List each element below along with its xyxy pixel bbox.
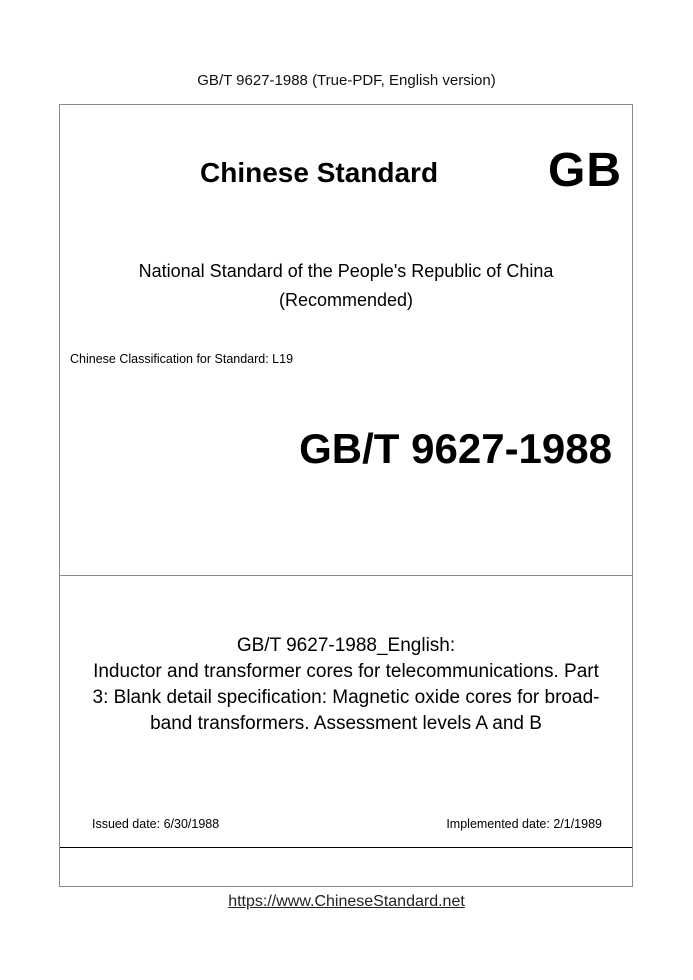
page-header-title: GB/T 9627-1988 (True-PDF, English version) bbox=[197, 72, 496, 89]
website-link[interactable]: https://www.ChineseStandard.net bbox=[228, 893, 465, 910]
gb-mark: GB bbox=[548, 144, 622, 197]
classification-text: Chinese Classification for Standard: L19 bbox=[70, 352, 294, 366]
implemented-date: Implemented date: 2/1/1989 bbox=[446, 817, 602, 831]
chinese-standard-heading: Chinese Standard bbox=[200, 157, 439, 188]
national-line-1: National Standard of the People's Republic of China bbox=[138, 261, 554, 281]
title-line-2: Inductor and transformer cores for telecommunications. Part bbox=[93, 661, 599, 682]
document-title bbox=[60, 633, 632, 737]
title-line-1: GB/T 9627-1988_English: bbox=[236, 635, 456, 656]
title-line-3: 3: Blank detail specification: Magnetic oxide cores for broad- bbox=[92, 687, 600, 708]
standard-number: GB/T 9627-1988 bbox=[299, 425, 612, 472]
bottom-divider bbox=[60, 847, 632, 848]
national-standard-caption bbox=[60, 257, 632, 315]
section-divider bbox=[60, 575, 632, 576]
national-line-2: (Recommended) bbox=[278, 290, 414, 310]
title-line-4: band transformers. Assessment levels A and B bbox=[150, 713, 542, 734]
issued-date: Issued date: 6/30/1988 bbox=[92, 817, 220, 831]
cover-frame bbox=[59, 104, 633, 887]
